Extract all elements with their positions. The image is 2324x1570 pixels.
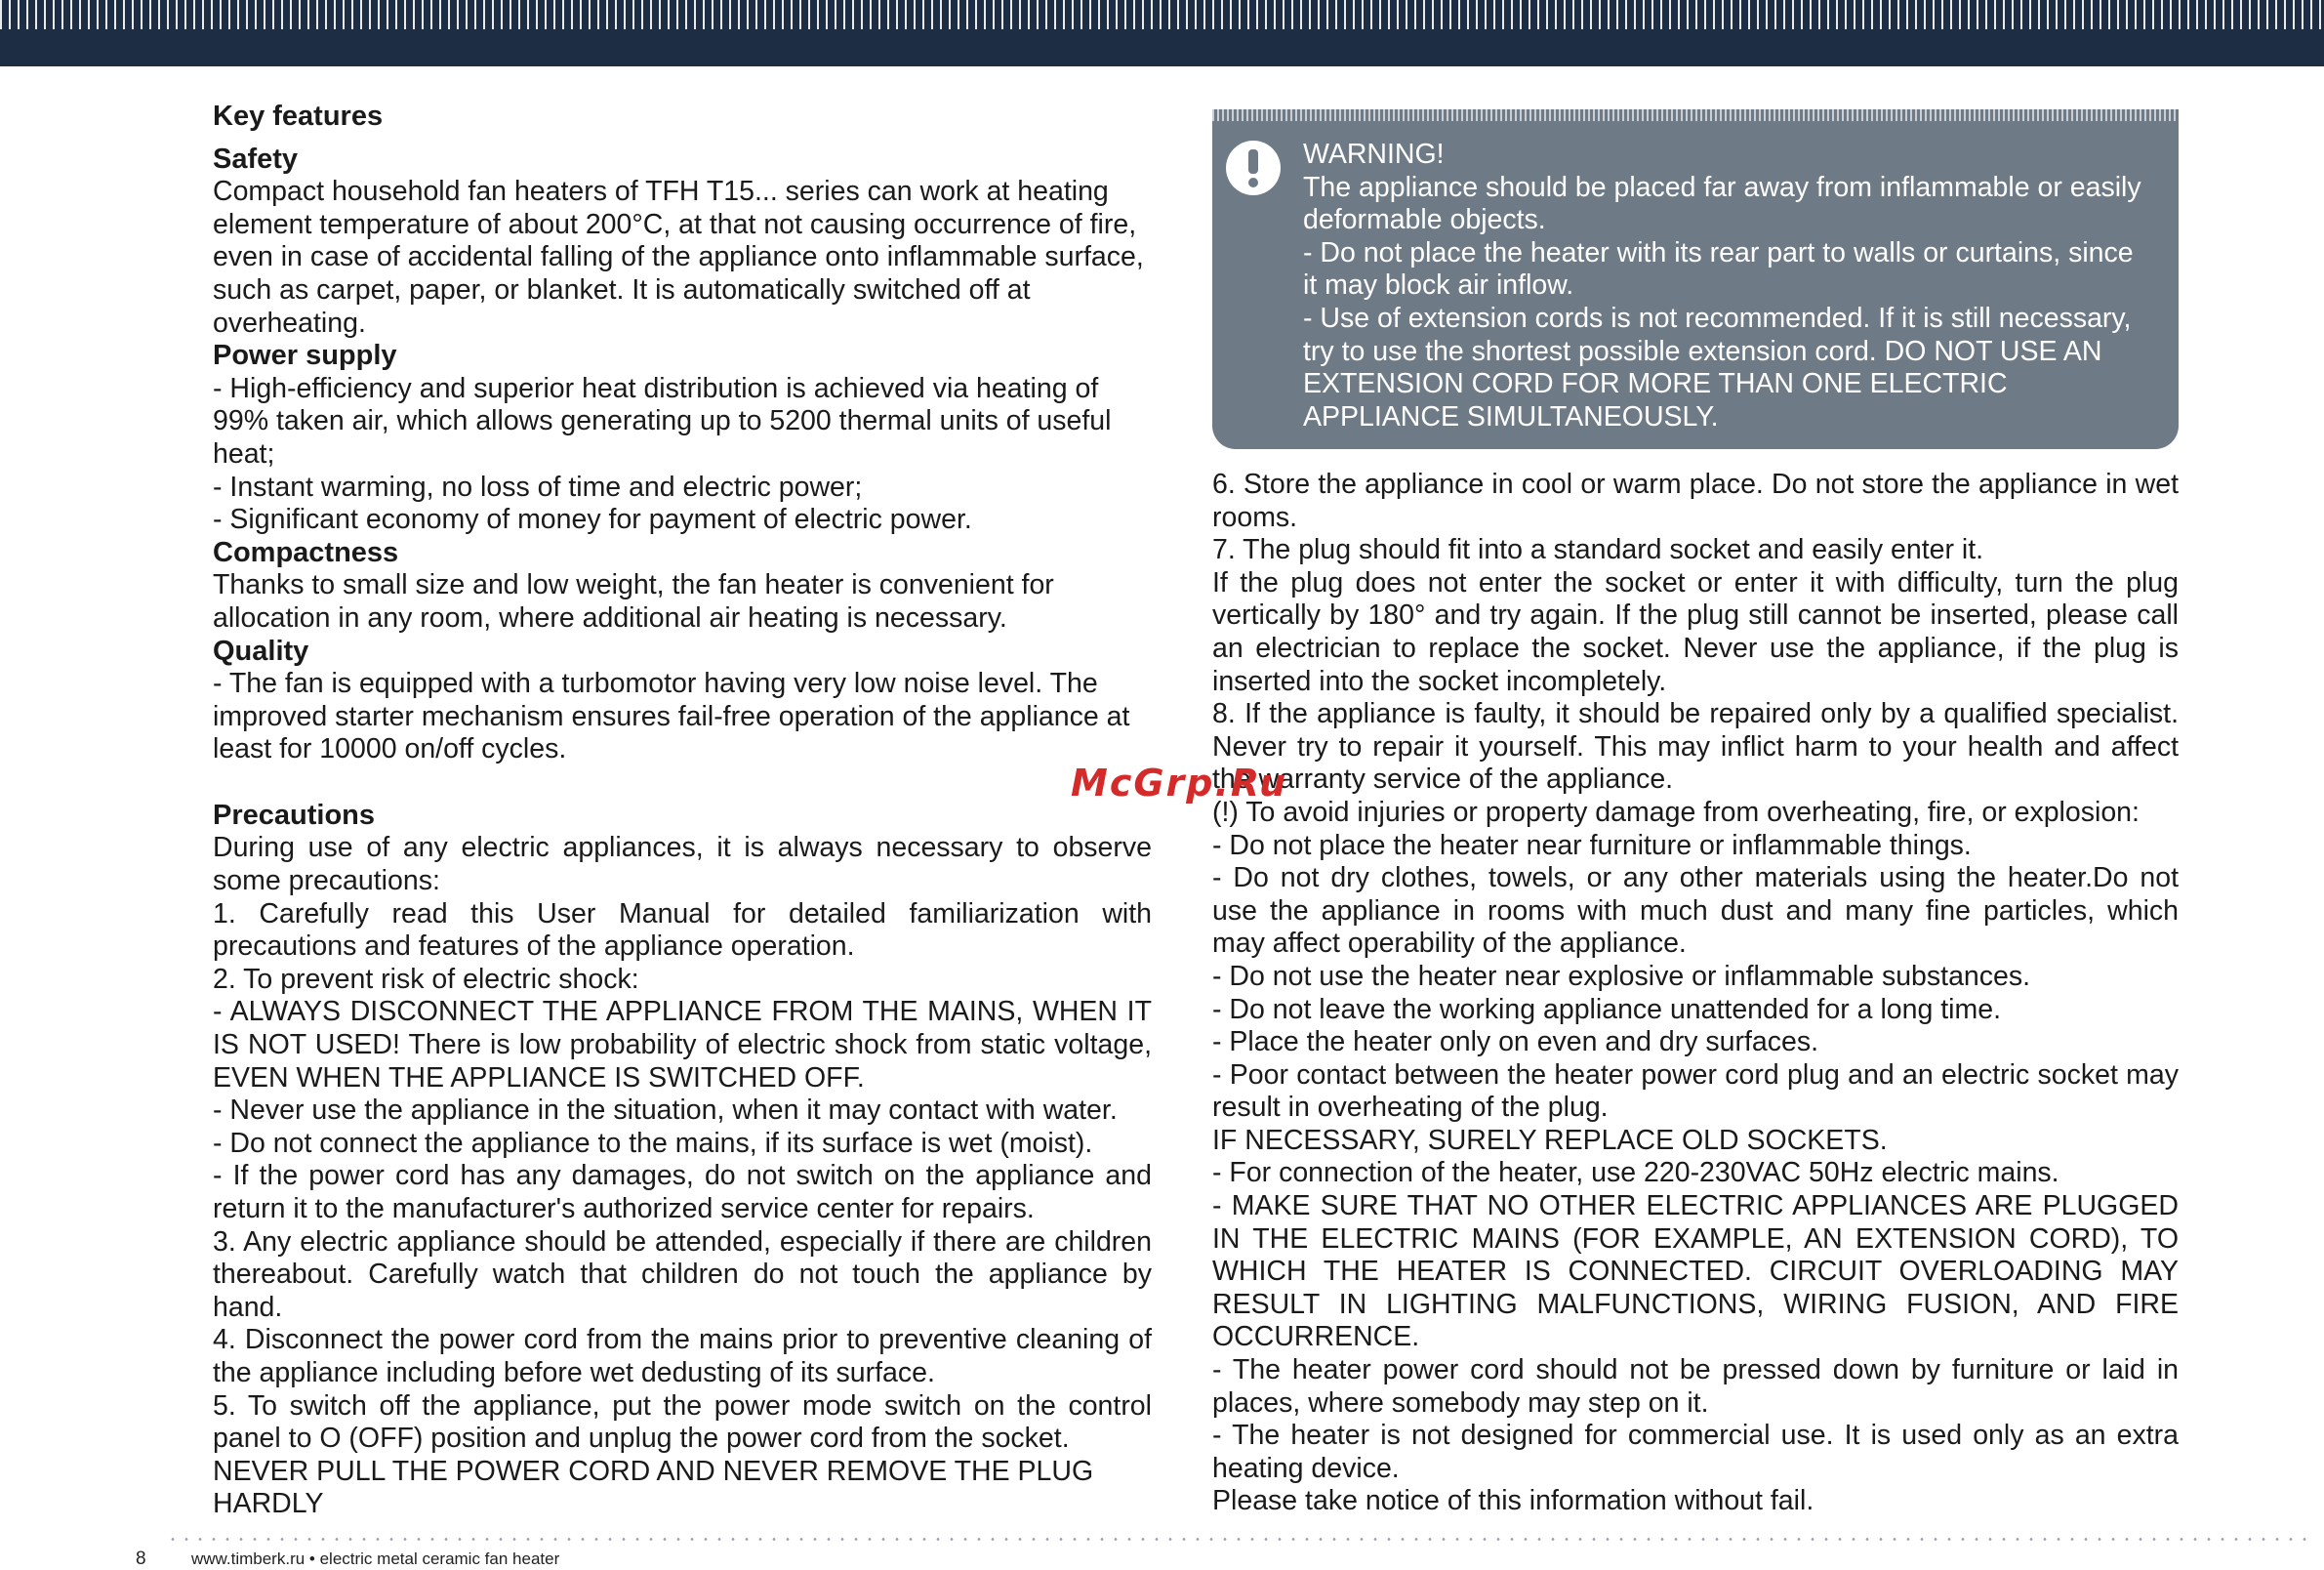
power-item-1: - High-efficiency and superior heat distribution is achieved via heating of 99% taken air, which allows generating up to 5200 thermal units of useful heat;	[213, 372, 1112, 470]
rule-7b: If the plug does not enter the socket or enter it with difficulty, turn the plug vertically by 180° and try again. If the plug still cannot be inserted, please call an electrician to replace the socket. Never use the appliance, if the plug is inserted into the socket incompletely.	[1212, 566, 2179, 697]
precaution-2d: - If the power cord has any damages, do not switch on the appliance and return it to the manufacturer's authorized service center for repairs.	[213, 1160, 1152, 1224]
precaution-2a: - ALWAYS DISCONNECT THE APPLIANCE FROM THE MAINS, WHEN IT IS NOT USED! There is low probability of electric shock from static voltage, EVEN WHEN THE APPLIANCE IS SWITCHED OFF.	[213, 996, 1152, 1094]
footer-dotted-divider	[166, 1538, 2313, 1541]
warning-line-3: - Use of extension cords is not recommended. If it is still necessary, try to use the shortest possible extension cord. DO NOT USE AN EXTENSION CORD FOR MORE THAN ONE ELECTRIC APPLIANCE SIMULTANEOUSLY.	[1303, 302, 2132, 433]
precaution-3: 3. Any electric appliance should be attended, especially if there are children thereabout. Carefully watch that children do not touch the appliance by hand.	[213, 1225, 1152, 1323]
warning-line-1: The appliance should be placed far away from inflammable or easily deformable objects.	[1303, 171, 2141, 236]
left-column	[213, 101, 1152, 1521]
rule-10: - Do not place the heater near furniture or inflammable things.	[1212, 829, 1972, 861]
key-features-heading: Key features	[213, 101, 384, 132]
rule-14: - Place the heater only on even and dry surfaces.	[1212, 1026, 1819, 1058]
precaution-5b: NEVER PULL THE POWER CORD AND NEVER REMOVE THE PLUG HARDLY	[213, 1455, 1094, 1520]
right-column	[1212, 469, 2179, 1518]
warning-tick-pattern	[1212, 109, 2179, 121]
rule-11: - Do not dry clothes, towels, or any other materials using the heater.Do not use the appliance in rooms with much dust and many fine particles, which may affect operability of the appliance.	[1212, 862, 2179, 960]
warning-title: WARNING!	[1303, 139, 1445, 170]
precautions-intro: During use of any electric appliances, it is always necessary to observe some precautions:	[213, 832, 1152, 897]
safety-text: Compact household fan heaters of TFH T15... series can work at heating element temperature of about 200°C, at that not causing occurrence of fire, even in case of accidental falling of the appliance onto inflammable surface, such as carpet, paper, or blanket. It is automatically switched off at overheating.	[213, 176, 1144, 339]
rule-7: 7. The plug should fit into a standard socket and easily enter it.	[1212, 534, 1984, 566]
page-number: 8	[136, 1549, 146, 1569]
warning-line-2: - Do not place the heater with its rear part to walls or curtains, since it may block air inflow.	[1303, 236, 2134, 302]
precaution-2b: - Never use the appliance in the situation, when it may contact with water.	[213, 1095, 1118, 1127]
exclamation-icon	[1226, 141, 1281, 195]
compactness-text: Thanks to small size and low weight, the fan heater is convenient for allocation in any room, where additional air heating is necessary.	[213, 569, 1054, 634]
rule-17: - For connection of the heater, use 220-230VAC 50Hz electric mains.	[1212, 1157, 2059, 1189]
rule-16: IF NECESSARY, SURELY REPLACE OLD SOCKETS.	[1212, 1124, 1888, 1156]
quality-heading: Quality	[213, 635, 309, 667]
precaution-4: 4. Disconnect the power cord from the mains prior to preventive cleaning of the appliance including before wet dedusting of its surface.	[213, 1324, 1152, 1388]
precaution-5: 5. To switch off the appliance, put the power mode switch on the control panel to O (OFF) position and unplug the power cord from the socket.	[213, 1389, 1152, 1455]
section-spacer	[213, 766, 1152, 800]
rule-15: - Poor contact between the heater power cord plug and an electric socket may result in overheating of the plug.	[1212, 1058, 2179, 1124]
rule-8: 8. If the appliance is faulty, it should be repaired only by a qualified specialist. Never try to repair it yourself. This may inflict harm to your health and affect the warranty service of the appliance.	[1212, 698, 2179, 796]
rule-18: - MAKE SURE THAT NO OTHER ELECTRIC APPLIANCES ARE PLUGGED IN THE ELECTRIC MAINS (FOR EXAMPLE, AN EXTENSION CORD), TO WHICH THE HEATER IS CONNECTED. CIRCUIT OVERLOADING MAY RESULT IN LIGHTING MALFUNCTIONS, WIRING FUSION, AND FIRE OCCURRENCE.	[1212, 1190, 2179, 1353]
power-item-3: - Significant economy of money for payment of electric power.	[213, 504, 972, 536]
footer-text: www.timberk.ru • electric metal ceramic fan heater	[191, 1549, 560, 1568]
rule-6: 6. Store the appliance in cool or warm place. Do not store the appliance in wet rooms.	[1212, 469, 2179, 533]
precaution-2: 2. To prevent risk of electric shock:	[213, 963, 639, 995]
power-supply-heading: Power supply	[213, 340, 397, 372]
precautions-heading: Precautions	[213, 799, 375, 831]
power-item-2: - Instant warming, no loss of time and electric power;	[213, 471, 863, 503]
header-tick-pattern	[0, 0, 2324, 29]
quality-text: - The fan is equipped with a turbomotor having very low noise level. The improved starter mechanism ensures fail-free operation of the appliance at least for 10000 on/off cycles.	[213, 668, 1130, 765]
rule-12: - Do not use the heater near explosive or inflammable substances.	[1212, 960, 2031, 992]
rule-20: - The heater is not designed for commercial use. It is used only as an extra heating device.	[1212, 1420, 2179, 1484]
precaution-1: 1. Carefully read this User Manual for detailed familiarization with precautions and features of the appliance operation.	[213, 897, 1152, 963]
rule-9: (!) To avoid injuries or property damage from overheating, fire, or explosion:	[1212, 796, 2140, 828]
watermark: McGrp.Ru	[1071, 762, 1288, 805]
warning-text	[1303, 139, 2152, 434]
safety-heading: Safety	[213, 143, 299, 175]
rule-13: - Do not leave the working appliance unattended for a long time.	[1212, 993, 2002, 1025]
top-header-bar	[0, 0, 2324, 66]
compactness-heading: Compactness	[213, 536, 399, 568]
precaution-2c: - Do not connect the appliance to the mains, if its surface is wet (moist).	[213, 1127, 1093, 1159]
warning-box	[1212, 109, 2179, 449]
rule-21: Please take notice of this information without fail.	[1212, 1485, 1814, 1517]
rule-19: - The heater power cord should not be pressed down by furniture or laid in places, where somebody may step on it.	[1212, 1354, 2179, 1419]
